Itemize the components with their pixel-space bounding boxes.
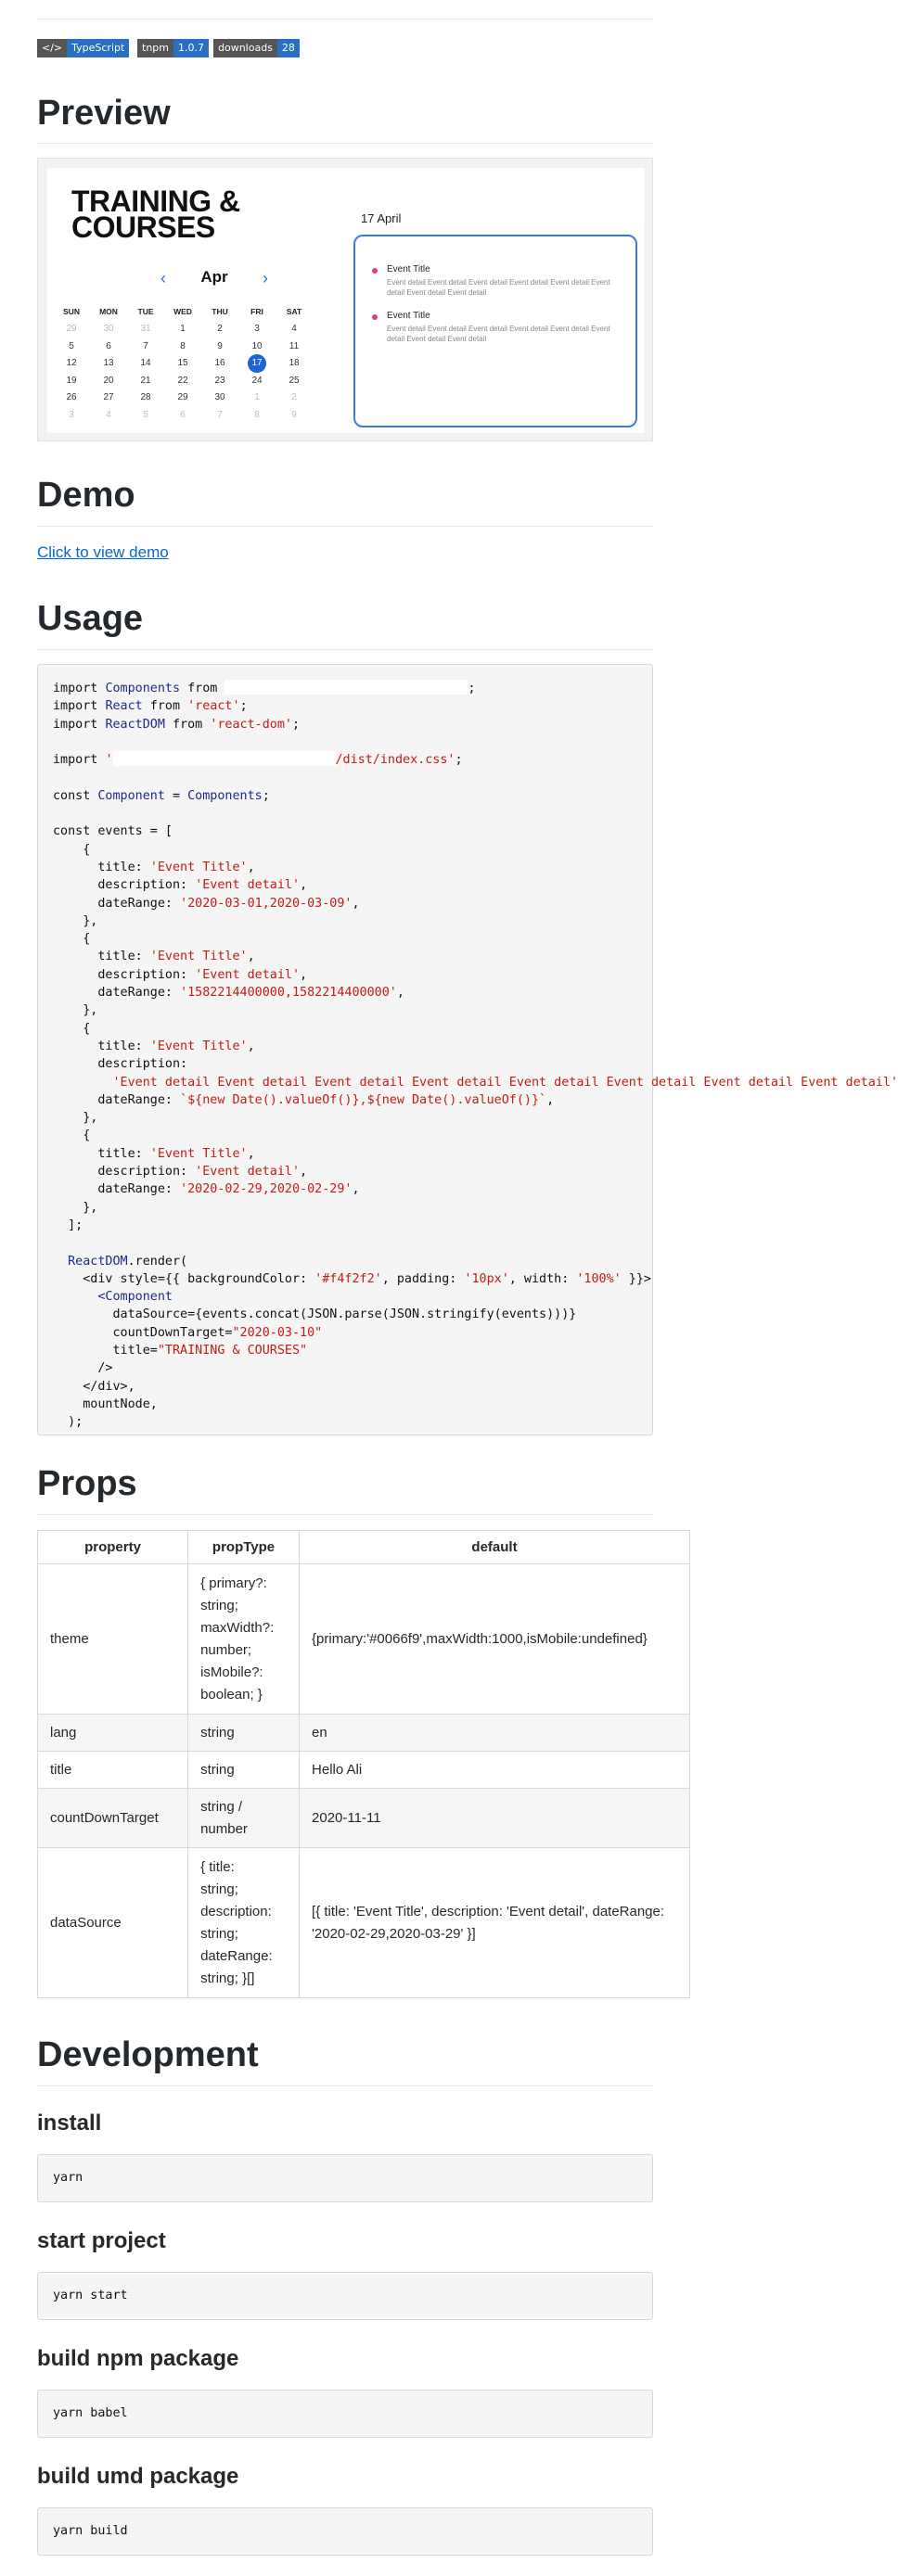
divider xyxy=(37,2085,653,2086)
code-icon: </> xyxy=(37,39,67,57)
calendar-day[interactable]: 9 xyxy=(217,340,223,351)
preview-heading: Preview xyxy=(37,94,171,133)
calendar-day[interactable]: 23 xyxy=(214,375,225,386)
table-row: title string Hello Ali xyxy=(38,1752,690,1789)
install-heading: install xyxy=(37,2111,102,2136)
development-heading: Development xyxy=(37,2035,259,2074)
column-header: default xyxy=(300,1531,690,1564)
calendar-day[interactable]: 2 xyxy=(217,324,223,334)
start-project-heading: start project xyxy=(37,2228,166,2253)
calendar-day[interactable]: 5 xyxy=(69,340,74,351)
calendar-day[interactable]: 17 xyxy=(238,356,276,371)
calendar-day[interactable]: 9 xyxy=(291,409,297,420)
calendar-day[interactable]: 30 xyxy=(214,392,225,402)
calendar-day[interactable]: 5 xyxy=(143,409,148,420)
props-table xyxy=(37,1530,690,1998)
event-dot-icon xyxy=(372,314,378,320)
calendar-day[interactable]: 29 xyxy=(66,324,77,334)
chevron-right-icon[interactable]: › xyxy=(263,269,268,287)
calendar-day[interactable]: 7 xyxy=(143,340,148,351)
calendar-day[interactable]: 8 xyxy=(254,409,260,420)
calendar-day[interactable]: 15 xyxy=(177,358,188,368)
calendar-day[interactable]: 3 xyxy=(254,324,260,334)
table-row: countDownTarget string / number 2020-11-11 xyxy=(38,1789,690,1848)
table-row: lang string en xyxy=(38,1715,690,1752)
calendar-day[interactable]: 4 xyxy=(291,324,297,334)
start-code-block: yarn start xyxy=(37,2272,653,2320)
calendar-day[interactable]: 31 xyxy=(140,324,151,334)
calendar-day[interactable]: 16 xyxy=(214,358,225,368)
calendar-day[interactable]: 2 xyxy=(291,392,297,402)
calendar-day[interactable]: 19 xyxy=(66,375,77,386)
props-heading: Props xyxy=(37,1464,137,1503)
table-row: dataSource { title: string; description: string; dateRange: string; }[] [{ title: 'Event Title', description: 'Event detail', dateRange: '2020-02-29,2020-03-29' }] xyxy=(38,1848,690,1998)
downloads-badge[interactable]: downloads 28 xyxy=(213,39,300,57)
weekday-label: WED xyxy=(173,307,192,316)
weekday-label: SAT xyxy=(286,307,302,316)
calendar-day[interactable]: 8 xyxy=(180,340,186,351)
build-npm-heading: build npm package xyxy=(37,2346,239,2371)
demo-link[interactable]: Click to view demo xyxy=(37,543,169,561)
divider xyxy=(37,143,653,144)
table-header-row xyxy=(38,1531,690,1564)
usage-code-block xyxy=(37,664,898,1435)
calendar-day[interactable]: 7 xyxy=(217,409,223,420)
build-umd-code-block: yarn build xyxy=(37,2507,653,2556)
calendar-widget xyxy=(47,168,645,433)
event-date: 17 April xyxy=(361,211,402,225)
month-navigator xyxy=(140,268,289,288)
calendar-day[interactable]: 1 xyxy=(254,392,260,402)
calendar-day[interactable]: 6 xyxy=(180,409,186,420)
typescript-badge[interactable]: </> TypeScript xyxy=(37,39,129,57)
calendar-day[interactable]: 18 xyxy=(289,358,300,368)
weekday-label: SUN xyxy=(63,307,80,316)
usage-code: import Components from ; import React from 'react'; import ReactDOM from 'react-dom'; import ' /dist/index.css'; const Component = Components; const events = [ { title: 'Event Title', description: 'Event detail', dateRange: '2020-03-01,2020-03-09', }, { title: 'Event Title', description: 'Event detail', dateRange: '1582214400000,1582214400000', }, { title: 'Event Title', description: 'Event detail Event detail Event detail Event detail Event detail Event detail Event detail Event detail' dateRange: `${new Date().valueOf()},${new Date().valueOf()}`, }, { title: 'Event Title', description: 'Event detail', dateRange: '2020-02-29,2020-02-29', }, ]; ReactDOM.render( <div style={{ backgroundColor: '#f4f2f2', padding: '10px', width: '100%' }}> <Component dataSource={events.concat(JSON.parse(JSON.stringify(events)))} countDownTarget="2020-03-10" title="TRAINING & COURSES" /> </div>, mountNode, ); xyxy=(53,682,898,1430)
calendar-day[interactable]: 27 xyxy=(103,392,114,402)
calendar-preview xyxy=(37,158,653,441)
calendar-day[interactable]: 24 xyxy=(251,375,263,386)
build-umd-heading: build umd package xyxy=(37,2464,239,2489)
chevron-left-icon[interactable]: ‹ xyxy=(160,269,166,287)
calendar-day[interactable]: 6 xyxy=(106,340,111,351)
calendar-day[interactable]: 3 xyxy=(69,409,74,420)
calendar-title: TRAINING & COURSES xyxy=(71,185,240,244)
weekday-label: THU xyxy=(212,307,228,316)
divider xyxy=(37,649,653,650)
column-header: propType xyxy=(188,1531,300,1564)
weekday-label: MON xyxy=(99,307,118,316)
weekday-label: FRI xyxy=(250,307,263,316)
calendar-day[interactable]: 20 xyxy=(103,375,114,386)
divider xyxy=(37,526,653,527)
install-code-block: yarn xyxy=(37,2154,653,2202)
calendar-day[interactable]: 21 xyxy=(140,375,151,386)
demo-heading: Demo xyxy=(37,476,135,515)
calendar-day[interactable]: 30 xyxy=(103,324,114,334)
event-dot-icon xyxy=(372,268,378,274)
calendar-day[interactable]: 25 xyxy=(289,375,300,386)
usage-heading: Usage xyxy=(37,599,144,638)
event-list: Event Title Event detail Event detail Event detail Event detail Event detail Event detail Event detail Event detail Event Title Event detail Event detail Event detail Event detail Event detail Event detail Event detail Event detail xyxy=(353,235,637,427)
build-npm-code-block: yarn babel xyxy=(37,2390,653,2438)
divider xyxy=(37,1514,653,1515)
table-row: theme { primary?: string; maxWidth?: number; isMobile?: boolean; } {primary:'#0066f9',maxWidth:1000,isMobile:undefined} xyxy=(38,1564,690,1715)
month-label: Apr xyxy=(200,268,228,286)
calendar-day[interactable]: 28 xyxy=(140,392,151,402)
calendar-day[interactable]: 13 xyxy=(103,358,114,368)
calendar-day[interactable]: 22 xyxy=(177,375,188,386)
weekday-label: TUE xyxy=(137,307,154,316)
column-header: property xyxy=(38,1531,188,1564)
calendar-day[interactable]: 11 xyxy=(289,340,300,351)
calendar-day[interactable]: 26 xyxy=(66,392,77,402)
calendar-day[interactable]: 14 xyxy=(140,358,151,368)
calendar-day[interactable]: 1 xyxy=(180,324,186,334)
tnpm-badge[interactable]: tnpm 1.0.7 xyxy=(137,39,209,57)
calendar-day[interactable]: 4 xyxy=(106,409,111,420)
calendar-day[interactable]: 29 xyxy=(177,392,188,402)
calendar-day[interactable]: 10 xyxy=(251,340,263,351)
calendar-day[interactable]: 12 xyxy=(66,358,77,368)
